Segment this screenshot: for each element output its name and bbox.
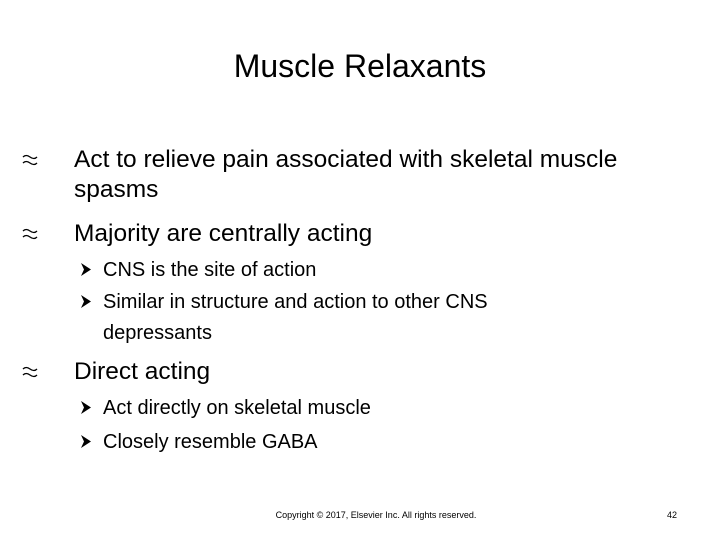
arrowhead-bullet-icon bbox=[79, 400, 93, 415]
wavy-bullet-icon bbox=[22, 154, 38, 166]
wavy-bullet-icon bbox=[22, 366, 38, 378]
bullet-text: Majority are centrally acting bbox=[74, 220, 373, 247]
sub-bullet-text: Closely resemble GABA bbox=[103, 431, 318, 453]
arrowhead-bullet-icon bbox=[79, 262, 93, 277]
bullet-item bbox=[74, 145, 634, 205]
bullet-item bbox=[74, 219, 634, 249]
sub-bullet-item bbox=[103, 427, 603, 458]
copyright-footer: Copyright © 2017, Elsevier Inc. All rights reserved. bbox=[275, 510, 477, 520]
wavy-bullet-icon bbox=[22, 228, 38, 240]
arrowhead-bullet-icon bbox=[79, 294, 93, 309]
sub-bullet-text: Act directly on skeletal muscle bbox=[103, 397, 371, 419]
sub-bullet-item bbox=[103, 255, 603, 286]
bullet-item bbox=[74, 357, 634, 387]
sub-bullet-text: CNS is the site of action bbox=[103, 259, 317, 281]
sub-bullet-item bbox=[103, 393, 603, 424]
arrowhead-bullet-icon bbox=[79, 434, 93, 449]
slide-title: Muscle Relaxants bbox=[233, 48, 487, 84]
bullet-text: Direct acting bbox=[74, 358, 211, 385]
sub-bullet-text: Similar in structure and action to other CNS depressants bbox=[103, 291, 488, 344]
page-number: 42 bbox=[666, 510, 677, 520]
bullet-text: Act to relieve pain associated with skeletal muscle spasms bbox=[74, 146, 618, 203]
sub-bullet-item bbox=[103, 287, 583, 349]
